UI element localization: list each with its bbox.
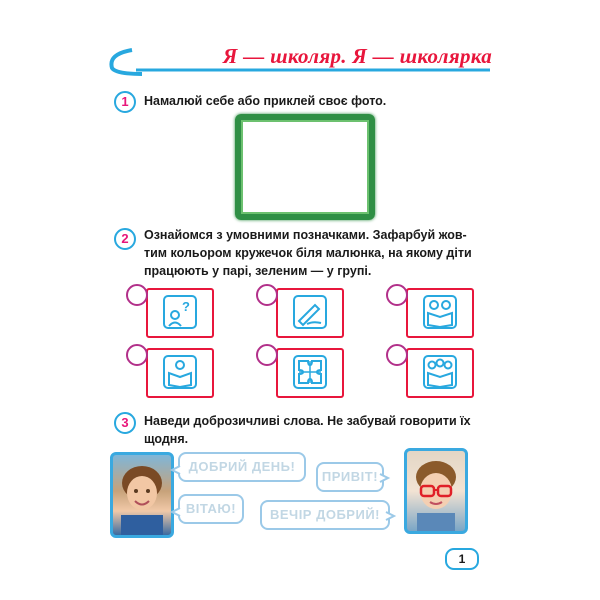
color-circle[interactable] (256, 284, 278, 306)
single-reading-icon (163, 355, 197, 389)
page-title: Я — школяр. Я — школярка (222, 44, 492, 68)
icon-card-single (126, 344, 216, 396)
task-3-line-1: Наведи доброзичливі слова. Не забувай говорити їх (144, 414, 471, 428)
girl-photo (404, 448, 468, 534)
title-bar (102, 44, 492, 76)
photo-frame[interactable] (235, 114, 375, 220)
color-circle[interactable] (256, 344, 278, 366)
icon-card-think (126, 284, 216, 336)
task-2-line-3: працюють у парі, зеленим — у групі. (144, 264, 372, 278)
color-circle[interactable] (126, 284, 148, 306)
task-1-number: 1 (114, 91, 136, 113)
task-1-text: Намалюй себе або приклей своє фото. (144, 94, 387, 108)
task-3-number: 3 (114, 412, 136, 434)
boy-photo (110, 452, 174, 538)
task-2-line-1: Ознайомся з умовними позначками. Зафарбуй жов- (144, 228, 467, 242)
greeting-hello: ПРИВІТ! (316, 462, 384, 492)
page-number: 1 (445, 548, 479, 570)
girl-photo-illustration (407, 451, 465, 531)
icon-card-group (386, 344, 476, 396)
task-3-line-2: щодня. (144, 432, 189, 446)
color-circle[interactable] (386, 344, 408, 366)
right-margin (510, 0, 600, 600)
puzzle-icon (293, 355, 327, 389)
color-circle[interactable] (126, 344, 148, 366)
group-reading-icon (423, 355, 457, 389)
greeting-good-evening: ВЕЧІР ДОБРИЙ! (260, 500, 390, 530)
icon-card-puzzle (256, 344, 346, 396)
workbook-page (88, 0, 508, 600)
color-circle[interactable] (386, 284, 408, 306)
task-2-number: 2 (114, 228, 136, 250)
question-think-icon (163, 295, 197, 329)
greeting-welcome: ВІТАЮ! (178, 494, 244, 524)
icon-card-write (256, 284, 346, 336)
write-hand-icon (293, 295, 327, 329)
boy-photo-illustration (113, 455, 171, 535)
greeting-good-day: ДОБРИЙ ДЕНЬ! (178, 452, 306, 482)
svg-text:?: ? (182, 299, 190, 314)
task-2-line-2: тим кольором кружечок біля малюнка, на якому діти (144, 246, 472, 260)
pair-reading-icon (423, 295, 457, 329)
icon-card-pair (386, 284, 476, 336)
left-margin (0, 0, 88, 600)
